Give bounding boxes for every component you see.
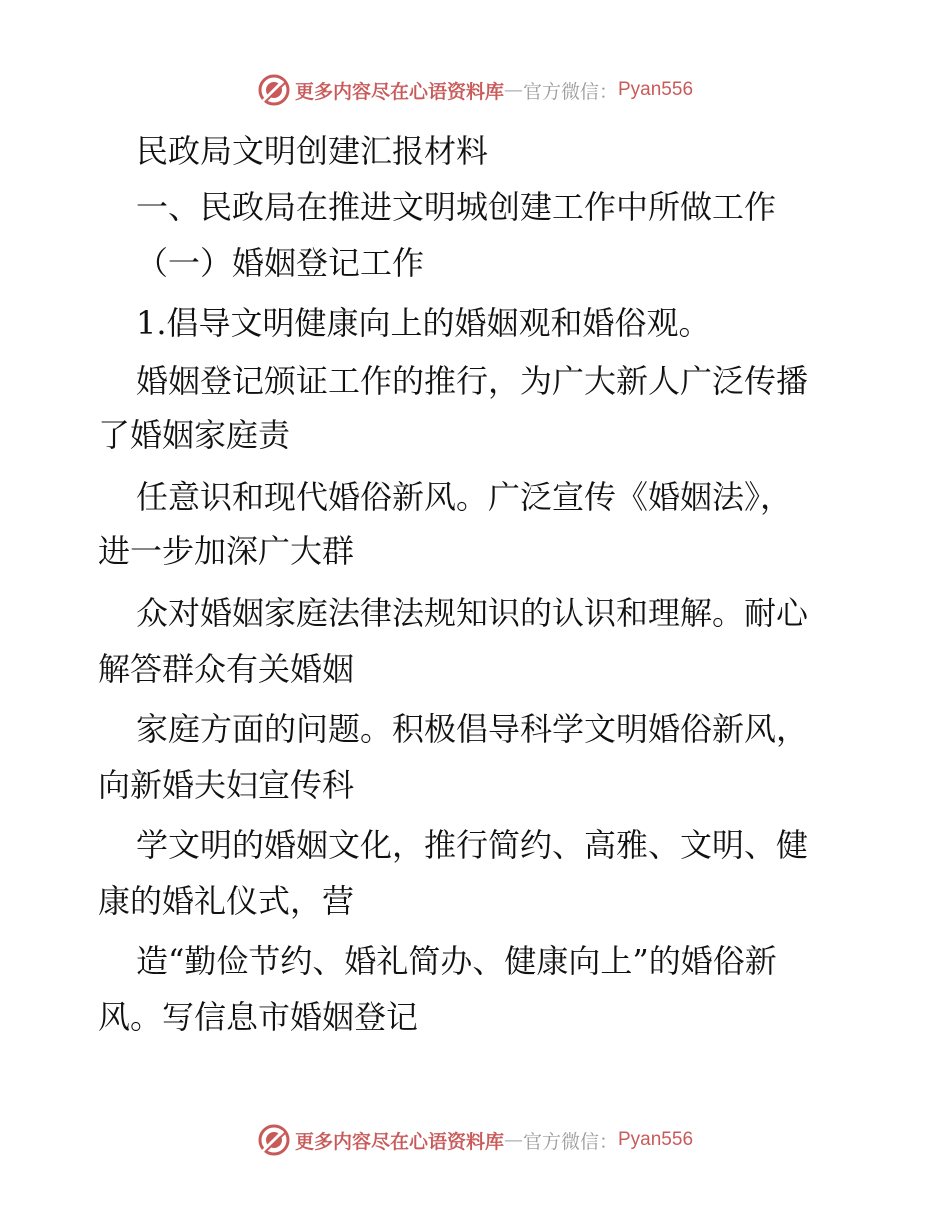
paragraph-line: 造“勤俭节约、婚礼简办、健康向上”的婚俗新 <box>136 942 777 980</box>
paragraph-line: 任意识和现代婚俗新风。广泛宣传《婚姻法》， <box>136 478 793 516</box>
subsection-heading: （一）婚姻登记工作 <box>136 244 425 282</box>
watermark-dash: — <box>503 1129 523 1151</box>
paragraph-line: 众对婚姻家庭法律法规知识的认识和理解。耐心 <box>136 594 809 632</box>
paragraph-line: 了婚姻家庭责 <box>98 416 291 454</box>
paragraph-line: 婚姻登记颁证工作的推行，为广大新人广泛传播 <box>136 362 809 400</box>
watermark-text: 更多内容尽在心语资料库 <box>294 1130 504 1153</box>
watermark-wechat-id: Pyan556 <box>618 79 694 100</box>
paragraph-line: 解答群众有关婚姻 <box>98 650 355 688</box>
paragraph-line: 学文明的婚姻文化，推行简约、高雅、文明、健 <box>136 826 809 864</box>
watermark-wechat-label: 官方微信： <box>522 1130 618 1153</box>
watermark-wechat-id: Pyan556 <box>618 1129 694 1150</box>
paragraph-line: 风。写信息市婚姻登记 <box>98 998 419 1036</box>
watermark-text: 更多内容尽在心语资料库 <box>294 80 504 103</box>
paragraph-line: 家庭方面的问题。积极倡导科学文明婚俗新风， <box>136 710 809 748</box>
watermark-dash: — <box>503 79 523 101</box>
header-watermark <box>0 70 950 110</box>
watermark-wechat-label: 官方微信： <box>522 80 618 103</box>
footer-watermark <box>0 1120 950 1160</box>
seal-logo-icon <box>257 1123 291 1157</box>
list-item-heading: 1.倡导文明健康向上的婚姻观和婚俗观。 <box>136 304 711 342</box>
seal-logo-icon <box>257 73 291 107</box>
section-heading: 一、民政局在推进文明城创建工作中所做工作 <box>136 188 777 226</box>
paragraph-line: 康的婚礼仪式，营 <box>98 882 355 920</box>
paragraph-line: 向新婚夫妇宣传科 <box>98 766 355 804</box>
document-title: 民政局文明创建汇报材料 <box>136 132 489 170</box>
paragraph-line: 进一步加深广大群 <box>98 532 355 570</box>
